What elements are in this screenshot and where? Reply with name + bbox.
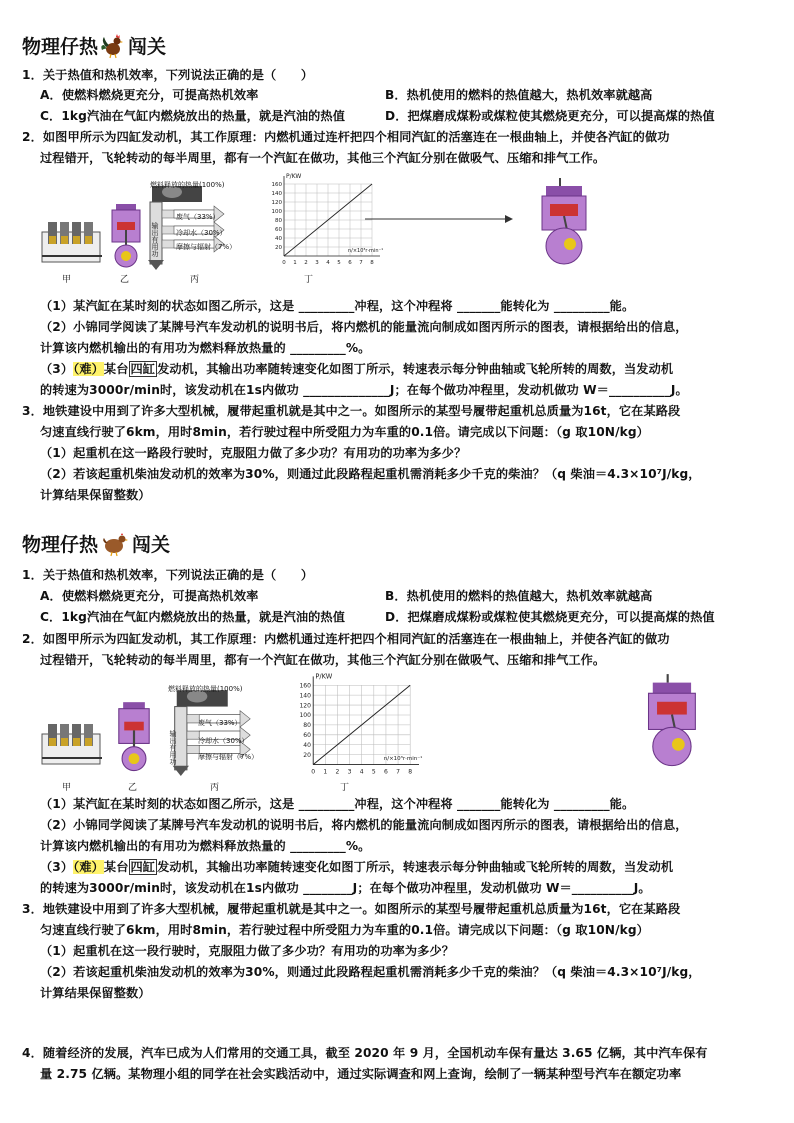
difficulty-tag: （难） (73, 860, 104, 874)
x-tick-label: 7 (396, 768, 400, 776)
label-jia: 甲 (62, 783, 72, 793)
section-title (22, 32, 166, 59)
y-tick-label: 140 (271, 191, 282, 197)
q2-part3-prefix: （3） (40, 362, 74, 376)
section-title (22, 530, 170, 557)
q3-part1: （1）起重机在这一段行驶时，克服阻力做了多少功？有用功的功率为多少？ (40, 944, 455, 958)
flow-cooling: 冷却水（30%） (198, 737, 249, 745)
single-cylinder-figure (106, 202, 146, 272)
flow-title: 燃料释放的热量(100%) (168, 685, 243, 693)
q2-part2-line2: 计算该内燃机输出的有用功为燃料释放热量的 _________%。 (40, 341, 371, 355)
q2-part3-line2: 的转速为3000r/min时，该发动机在1s内做功 ______________J；在每个做功冲程里，发动机做功 W＝__________J。 (40, 383, 688, 397)
q3-stem-line2: 匀速直线行驶了6km，用时8min，若行驶过程中所受阻力为车重的0.1倍。请完成以下问题：（g 取10N/kg） (40, 425, 649, 439)
x-tick-label: 6 (348, 260, 352, 266)
q2-part2-line1: （2）小锦同学阅读了某牌号汽车发动机的说明书后，将内燃机的能量流向制成如图丙所示的图表，请根据给出的信息， (40, 818, 688, 832)
x-tick-label: 5 (337, 260, 341, 266)
flow-cooling: 冷却水（30%） (176, 229, 227, 237)
four-cylinder-mark: 四缸 (130, 362, 156, 376)
q1-option-b: B．热机使用的燃料的热值越大，热机效率就越高 (385, 88, 653, 102)
y-tick-label: 140 (299, 692, 311, 700)
q1-option-d: D．把煤磨成煤粉或煤粒使其燃烧更充分，可以提高煤的热值 (385, 610, 715, 624)
x-tick-label: 2 (304, 260, 308, 266)
cylinder-figure (640, 672, 706, 772)
x-tick-label: 3 (315, 260, 319, 266)
q2-part3-mid: 某台 (103, 860, 129, 874)
flow-exhaust: 废气（33%） (176, 213, 220, 221)
flow-exhaust: 废气（33%） (198, 719, 242, 727)
flow-useful: 输出有用功 (151, 222, 159, 257)
four-cylinder-engine-figure (40, 214, 104, 274)
rooster-icon (100, 33, 126, 59)
q3-part1: （1）起重机在这一路段行驶时，克服阻力做了多少功？有用功的功率为多少？ (40, 446, 467, 460)
label-ding: 丁 (304, 275, 314, 285)
q2-part3-mid: 某台 (103, 362, 129, 376)
cylinder-figure (534, 178, 596, 268)
x-tick-label: 1 (293, 260, 297, 266)
y-tick-label: 20 (275, 245, 282, 251)
flow-useful: 输出有用功 (169, 730, 177, 765)
y-tick-label: 100 (271, 209, 282, 215)
q1-option-a: A．使燃料燃烧更充分，可提高热机效率 (40, 589, 259, 603)
q2-part2-line2: 计算该内燃机输出的有用功为燃料释放热量的 _________%。 (40, 839, 371, 853)
q1-option-c: C．1kg汽油在气缸内燃烧放出的热量，就是汽油的热值 (40, 109, 345, 123)
single-cylinder-figure (112, 700, 156, 776)
label-ding: 丁 (340, 783, 350, 793)
y-tick-label: 20 (303, 751, 311, 759)
x-tick-label: 2 (335, 768, 340, 776)
four-cylinder-mark: 四缸 (130, 860, 156, 874)
q2-part3-rest: 发动机，其输出功率随转速变化如图丁所示，转速表示每分钟曲轴或飞轮所转的周数，当发动机 (157, 860, 674, 874)
y-tick-label: 40 (275, 236, 282, 242)
y-tick-label: 40 (303, 741, 311, 749)
q2-stem-line1: 2．如图甲所示为四缸发动机，其工作原理：内燃机通过连杆把四个相同汽缸的活塞连在一根曲轴上，并使各汽缸的做功 (22, 130, 670, 144)
power-chart (290, 672, 440, 780)
q2-part1: （1）某汽缸在某时刻的状态如图乙所示，这是 _________冲程，这个冲程将 _______能转化为 _________能。 (40, 797, 635, 811)
x-tick-label: 5 (371, 768, 376, 776)
q2-part2-line1: （2）小锦同学阅读了某牌号汽车发动机的说明书后，将内燃机的能量流向制成如图丙所示的图表，请根据给出的信息， (40, 320, 688, 334)
y-tick-label: 60 (303, 732, 311, 740)
q3-stem-line1: 3．地铁建设中用到了许多大型机械，履带起重机就是其中之一。如图所示的某型号履带起重机总质量为16t，它在某路段 (22, 404, 681, 418)
q3-part2: （2）若该起重机柴油发动机的效率为30%，则通过此段路程起重机需消耗多少千克的柴油？（q 柴油＝4.3×10⁷J/kg， (40, 467, 701, 481)
q1-option-a: A．使燃料燃烧更充分，可提高热机效率 (40, 88, 259, 102)
difficulty-tag: （难） (73, 362, 104, 376)
x-tick-label: 3 (347, 768, 352, 776)
x-tick-label: 7 (359, 260, 363, 266)
q2-part3-line2: 的转速为3000r/min时，该发动机在1s内做功 ________J；在每个做功冲程里，发动机做功 W＝__________J。 (40, 881, 651, 895)
q3-part2: （2）若该起重机柴油发动机的效率为30%，则通过此段路程起重机需消耗多少千克的柴油？（q 柴油＝4.3×10⁷J/kg， (40, 965, 701, 979)
x-tick-label: 1 (323, 768, 328, 776)
flow-friction: 摩擦与辐射（7%） (198, 753, 259, 761)
title-right: 闯关 (132, 534, 171, 556)
title-left: 物理仔热 (22, 36, 99, 58)
y-tick-label: 80 (275, 218, 282, 224)
q4-line1: 4．随着经济的发展，汽车已成为人们常用的交通工具，截至 2020 年 9 月，全国机动车保有量达 3.65 亿辆，其中汽车保有 (22, 1046, 708, 1060)
label-yi: 乙 (120, 275, 130, 285)
figure-row (40, 172, 780, 287)
y-tick-label: 120 (299, 702, 311, 710)
y-tick-label: 80 (303, 722, 311, 730)
figure-row (40, 672, 780, 794)
q3-stem-line1: 3．地铁建设中用到了许多大型机械，履带起重机就是其中之一。如图所示的某型号履带起重机总质量为16t，它在某路段 (22, 902, 681, 916)
flow-title: 燃料释放的热量(100%) (150, 181, 225, 189)
q1-stem: 1．关于热值和热机效率，下列说法正确的是（ ） (22, 568, 314, 582)
q1-option-d: D．把煤磨成煤粉或煤粒使其燃烧更充分，可以提高煤的热值 (385, 109, 715, 123)
y-axis-label: P/KW (286, 173, 302, 180)
label-yi: 乙 (128, 783, 138, 793)
x-tick-label: 8 (408, 768, 413, 776)
title-right: 闯关 (128, 36, 167, 58)
q2-stem-line2: 过程错开，飞轮转动的每半周里，都有一个汽缸在做功，其他三个汽缸分别在做吸气、压缩和排气工作。 (40, 653, 606, 667)
q1-option-b: B．热机使用的燃料的热值越大，热机效率就越高 (385, 589, 653, 603)
y-axis-label: P/KW (315, 672, 333, 681)
pointer-arrow (365, 212, 515, 226)
x-tick-label: 8 (370, 260, 374, 266)
y-tick-label: 100 (299, 712, 311, 720)
q1-stem: 1．关于热值和热机效率，下列说法正确的是（ ） (22, 68, 314, 82)
x-tick-label: 4 (326, 260, 330, 266)
q2-part1: （1）某汽缸在某时刻的状态如图乙所示，这是 _________冲程，这个冲程将 _______能转化为 _________能。 (40, 299, 635, 313)
q2-part3-line1 (40, 360, 673, 377)
x-tick-label: 0 (311, 768, 316, 776)
hen-icon (100, 531, 130, 557)
label-bing: 丙 (210, 783, 220, 793)
q3-stem-line2: 匀速直线行驶了6km，用时8min，若行驶过程中所受阻力为车重的0.1倍。请完成以下问题：（g 取10N/kg） (40, 923, 649, 937)
y-tick-label: 160 (299, 682, 311, 690)
title-left: 物理仔热 (22, 534, 99, 556)
q4-line2: 量 2.75 亿辆。某物理小组的同学在社会实践活动中，通过实际调查和网上查询，绘制了一辆某种型号汽车在额定功率 (40, 1067, 682, 1081)
four-cylinder-engine-figure (40, 716, 104, 776)
x-axis-label: n/×10³r·min⁻¹ (348, 248, 384, 254)
x-axis-label: n/×10³r·min⁻¹ (383, 756, 423, 763)
flow-friction: 摩擦与辐射（7%） (176, 243, 237, 251)
q2-stem-line2: 过程错开，飞轮转动的每半周里，都有一个汽缸在做功，其他三个汽缸分别在做吸气、压缩和排气工作。 (40, 151, 606, 165)
q2-part3-prefix: （3） (40, 860, 74, 874)
q1-option-c: C．1kg汽油在气缸内燃烧放出的热量，就是汽油的热值 (40, 610, 345, 624)
y-tick-label: 120 (271, 200, 282, 206)
label-bing: 丙 (190, 275, 200, 285)
y-tick-label: 60 (275, 227, 282, 233)
q2-stem-line1: 2．如图甲所示为四缸发动机，其工作原理：内燃机通过连杆把四个相同汽缸的活塞连在一根曲轴上，并使各汽缸的做功 (22, 632, 670, 646)
label-jia: 甲 (62, 275, 72, 285)
q2-part3-line1 (40, 858, 673, 875)
x-tick-label: 4 (359, 768, 364, 776)
q3-part3: 计算结果保留整数） (40, 488, 151, 502)
x-tick-label: 6 (384, 768, 388, 776)
q2-part3-rest: 发动机，其输出功率随转速变化如图丁所示，转速表示每分钟曲轴或飞轮所转的周数，当发动机 (157, 362, 674, 376)
y-tick-label: 160 (271, 182, 282, 188)
q3-part3: 计算结果保留整数） (40, 986, 151, 1000)
x-tick-label: 0 (282, 260, 286, 266)
